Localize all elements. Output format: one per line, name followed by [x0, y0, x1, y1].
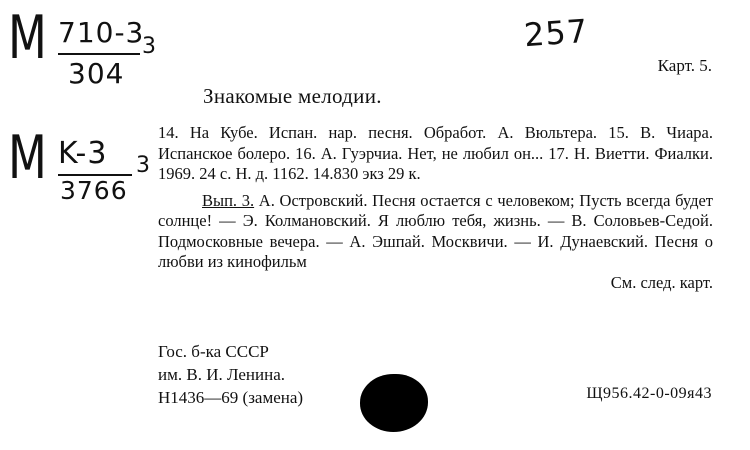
punch-hole [360, 374, 428, 432]
record-body [158, 123, 713, 293]
handwritten-letter-top: M [8, 3, 47, 73]
library-name: Гос. б-ка СССР [158, 342, 269, 361]
handwritten-shelf-code-middle: K-3 [58, 136, 108, 171]
contents-continued: 14. На Кубе. Испан. нар. песня. Обработ. А. Вюльтера. 15. В. Чиара. Испанское болеро. 16. А. Гуэрчиа. Нет, не любил он... 17. Н. Виетти. Фиалки. 1969. 24 с. Н. д. 1162. 14.830 экз 29 к. [158, 123, 713, 183]
see-next-card: См. след. карт. [610, 272, 713, 292]
handwritten-suffix-top: 3 [142, 34, 156, 59]
handwritten-letter-middle: M [8, 123, 47, 193]
handwritten-number-middle: 3766 [60, 176, 128, 205]
issue-paragraph [158, 191, 713, 273]
record-title: Знакомые мелодии. [203, 84, 382, 108]
issue-number: Вып. 3. [202, 190, 255, 210]
card-number: Карт. 5. [657, 56, 712, 75]
handwritten-fraction-rule-top [58, 53, 140, 55]
card-print-code: Н1436—69 (замена) [158, 388, 304, 407]
library-named-after: им. В. И. Ленина. [158, 365, 286, 384]
classification-index: Щ956.42-0-09я43 [586, 385, 712, 402]
handwritten-shelf-code-top: 710-3 [58, 16, 145, 49]
handwritten-number-top: 304 [68, 57, 125, 90]
handwritten-corner-number: 257 [522, 11, 590, 55]
issue-contents: А. Островский. Песня остается с человеком; Пусть всегда будет солнце! — Э. Колмановский. Я люблю тебя, жизнь. — В. Соловьев-Седой. Подмосковные вечера. — А. Эшпай. Москвичи. — И. Дунаевский. Песня о любви из кинофильм [158, 190, 713, 271]
library-imprint [158, 340, 303, 409]
handwritten-suffix-middle: 3 [136, 153, 150, 178]
